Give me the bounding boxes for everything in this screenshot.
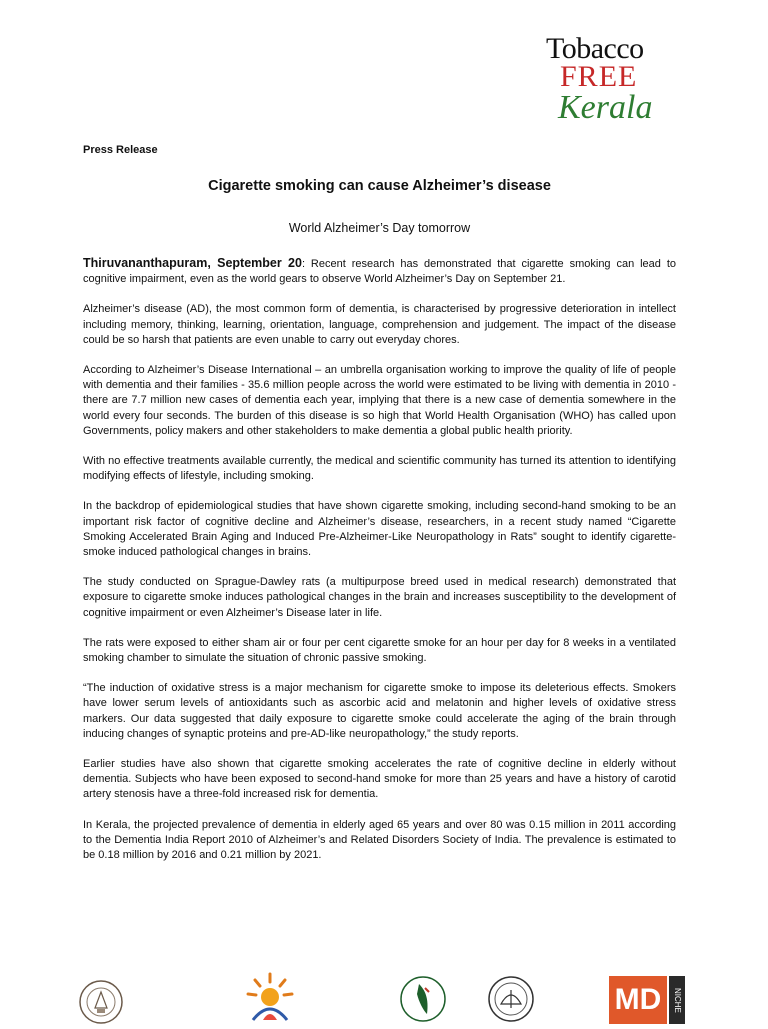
kerala-voluntary-health-logo	[395, 974, 451, 1029]
paragraph-1	[83, 256, 676, 287]
logo-line-free: FREE	[560, 60, 638, 93]
paragraph-4: With no effective treatments available currently, the medical and scientific community has turned its attention to identifying modifying effects of lifestyle, including smoking.	[83, 455, 676, 483]
logo-line-kerala: Kerala	[558, 89, 653, 126]
niche-label: NICHE	[669, 976, 685, 1024]
paragraph-3: According to Alzheimer’s Disease International – an umbrella organisation working to improve the quality of life of people with dementia and their families - 35.6 million people across the world were estimated to be living with dementia in 2010 - there are 7.7 million new cases of dementia each year, implying that there is a new case of dementia somewhere in the world every four seconds. The burden of this disease is so high that World Health Organisation (WHO) has called upon Governments, policy makers and other stakeholders to make dementia a global public health priority.	[83, 364, 676, 437]
paragraph-8: “The induction of oxidative stress is a major mechanism for cigarette smoke to impose its deleterious effects. Smokers have lower serum levels of antioxidants such as ascorbic acid and melatonin and higher levels of oxidative stress markers. Our data suggested that daily exposure to cigarette smoke could accelerate the aging of the brain through inducing changes of synaptic proteins and pre-AD-like neuropathology,” the study reports.	[83, 682, 676, 740]
paragraph-10: In Kerala, the projected prevalence of dementia in elderly aged 65 years and over 80 was 0.15 million in 2011 according to the Dementia India Report 2010 of Alzheimer’s and Related Disorders Society of India. The prevalence is estimated to be 0.18 million by 2016 and 0.21 million by 2021.	[83, 818, 676, 862]
paragraph-7: The rats were exposed to either sham air or four per cent cigarette smoke for an hour per day for 8 weeks in a ventilated smoking chamber to simulate the situation of chronic passive smoking.	[83, 636, 676, 665]
md-niche-logo	[609, 976, 685, 1024]
footer-logos	[60, 966, 720, 1024]
dateline: Thiruvananthapuram, September 20	[83, 256, 302, 270]
logo-line-tobacco: Tobacco	[546, 32, 644, 65]
document-label: Press Release	[83, 144, 158, 156]
sun-emblem-logo	[243, 970, 297, 1029]
document-title: Cigarette smoking can cause Alzheimer’s disease	[208, 178, 551, 194]
document-body	[83, 256, 676, 878]
md-letters: MD	[609, 976, 667, 1024]
cancer-centre-seal-logo	[483, 974, 539, 1029]
paragraph-6: The study conducted on Sprague-Dawley rats (a multipurpose breed used in medical research) demonstrated that exposure to cigarette smoke induces pathological changes in the brain and increases susceptibility to the development of cognitive impairment or even Alzheimer’s Disease later in life.	[83, 576, 676, 619]
tobacco-free-kerala-logo	[540, 34, 720, 130]
paragraph-2: Alzheimer’s disease (AD), the most common form of dementia, is characterised by progressive deterioration in intellect including memory, thinking, learning, orientation, language, comprehension and judgement. The impact of the disease could be so harsh that patients are even unable to carry out everyday chores.	[83, 303, 676, 346]
paragraph-1-text: : Recent research has demonstrated that cigarette smoking can lead to cognitive impairment, even as the world gears to observe World Alzheimer’s Day on September 21.	[83, 258, 676, 286]
government-seal-logo	[73, 976, 129, 1029]
document-subtitle: World Alzheimer’s Day tomorrow	[288, 221, 471, 235]
paragraph-9: Earlier studies have also shown that cigarette smoking accelerates the rate of cognitive decline in elderly without dementia. Subjects who have been exposed to second-hand smoke for more than 25 years and have a history of carotid artery stenosis have a three-fold increased risk for dementia.	[83, 758, 676, 801]
paragraph-5: In the backdrop of epidemiological studies that have shown cigarette smoking, including second-hand smoking to be an important risk factor of cognitive decline and Alzheimer’s disease, researchers, in a recent study named “Cigarette Smoking Accelerated Brain Aging and Induced Pre-Alzheimer-Like Neuropathology in Rats” sought to identify cigarette-smoke induced pathological changes in brains.	[83, 500, 676, 559]
